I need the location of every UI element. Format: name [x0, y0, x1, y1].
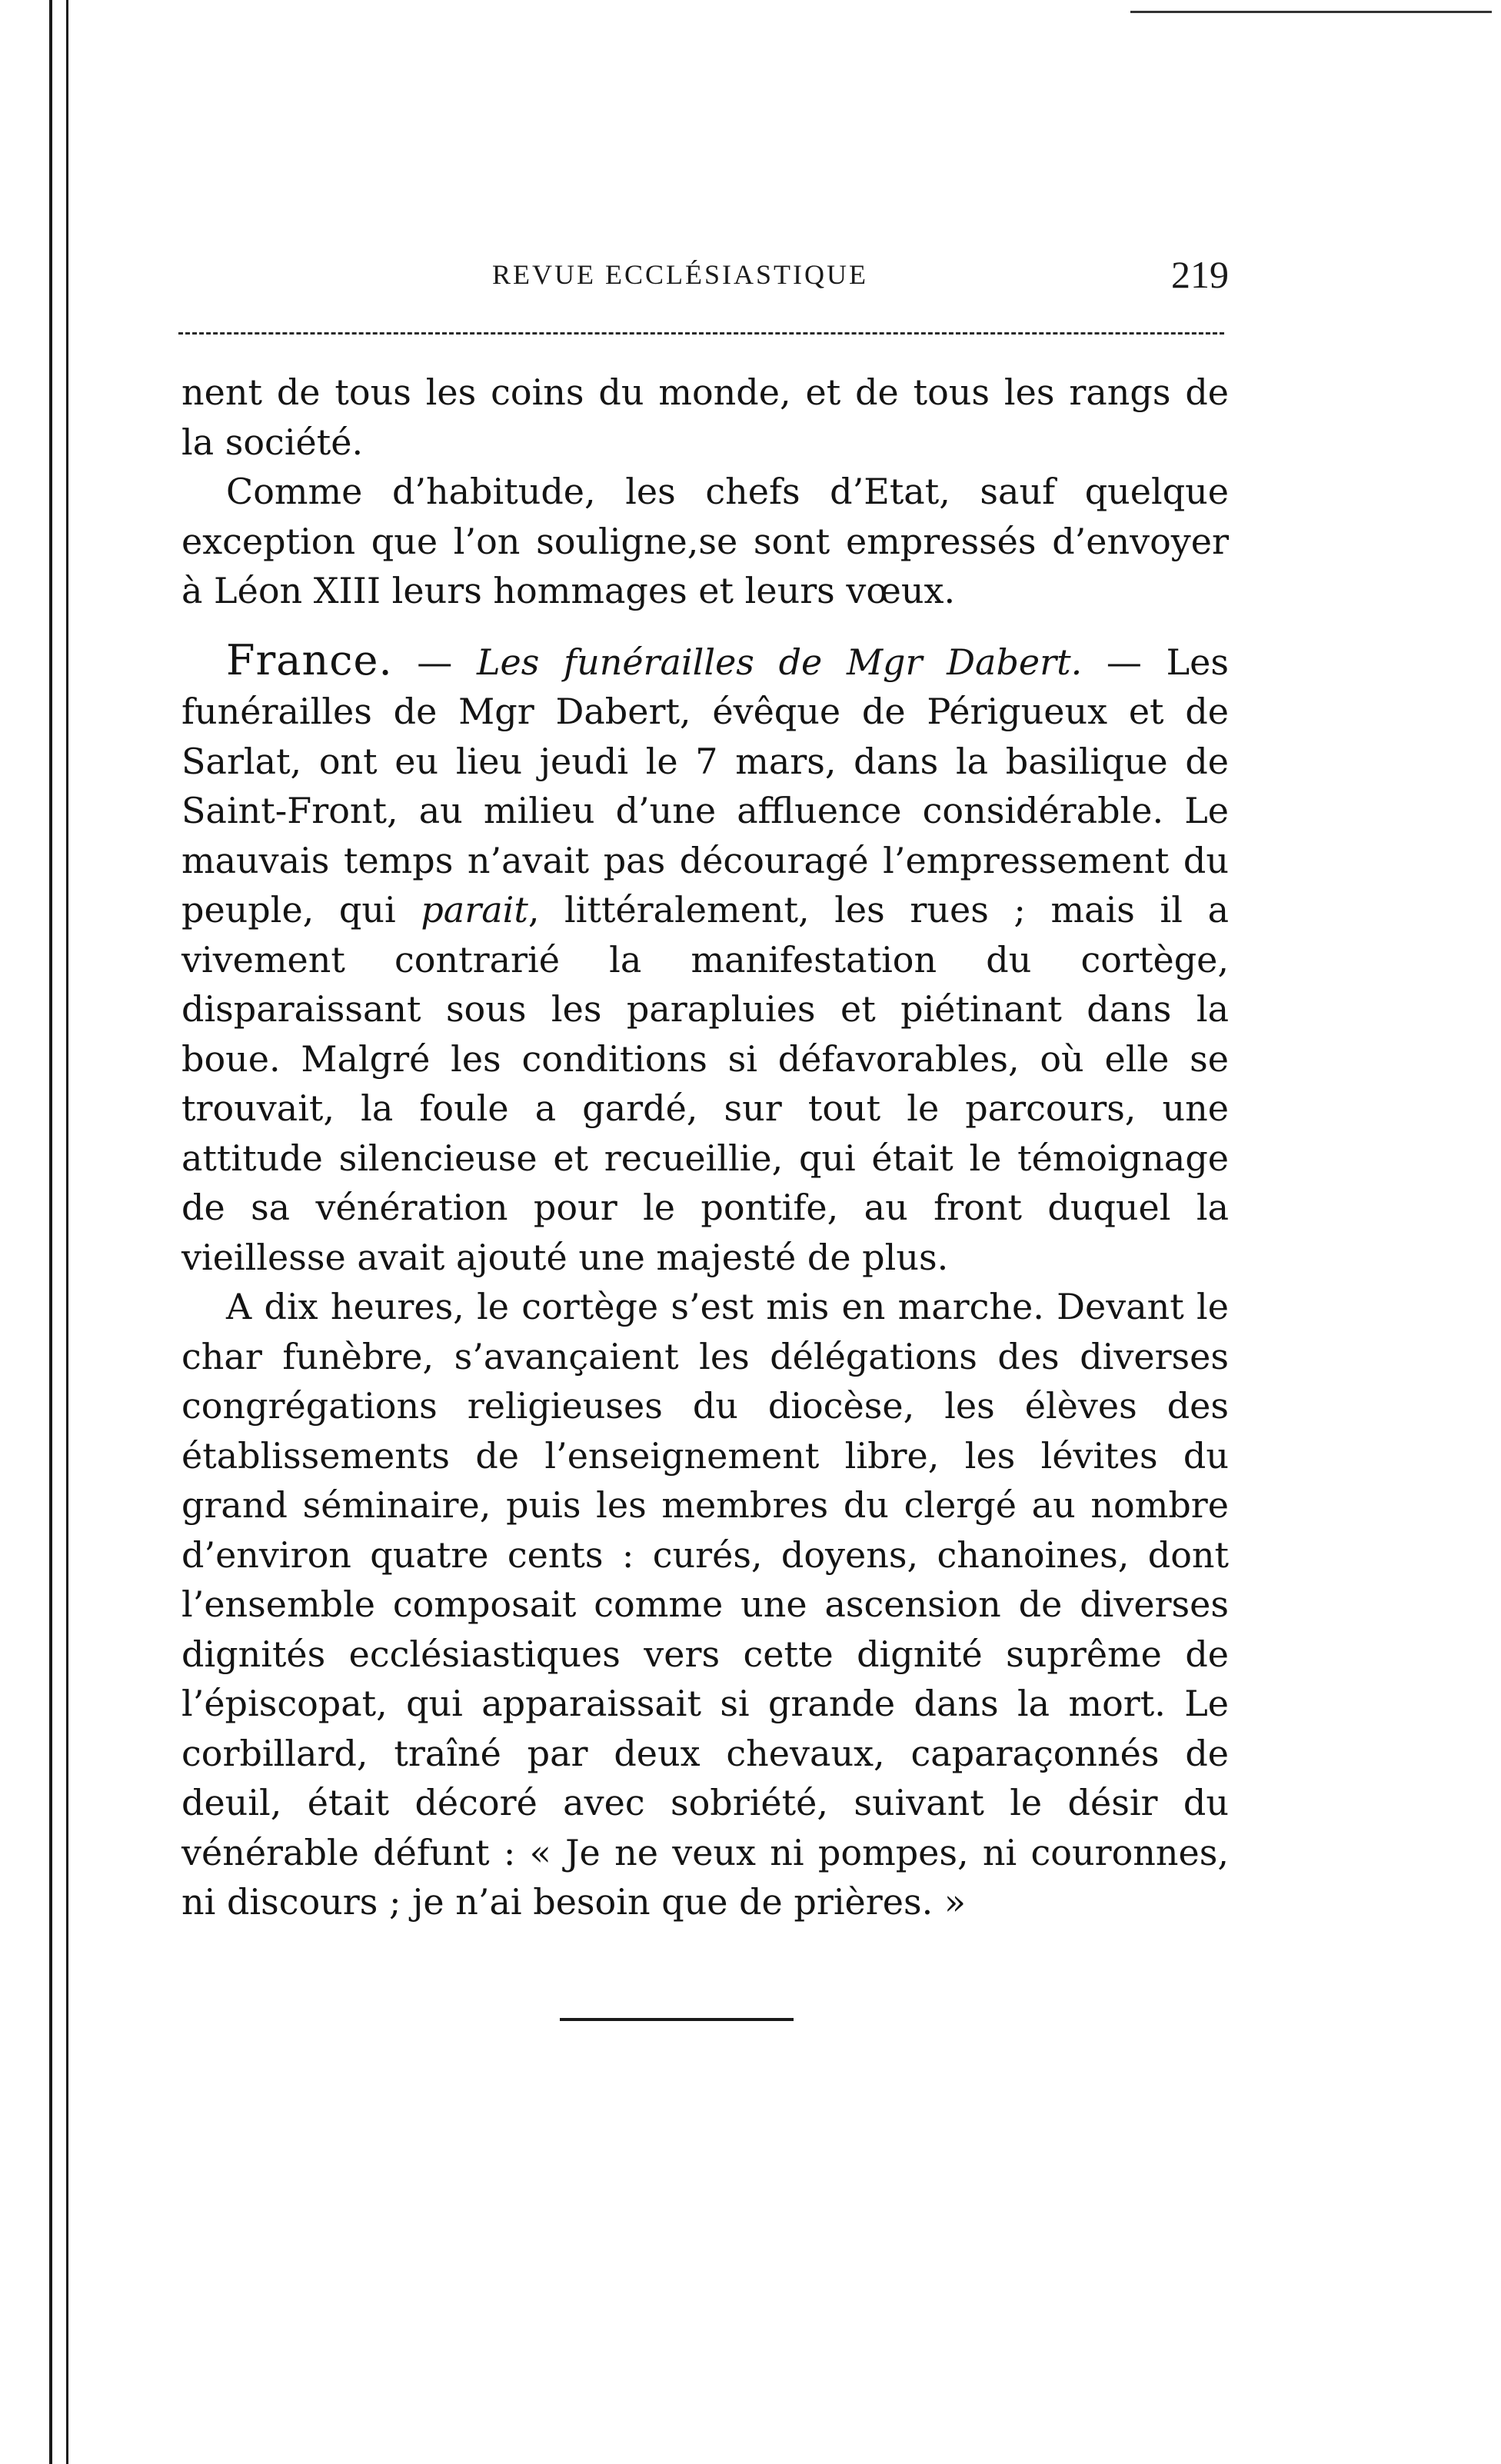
separator: — — [392, 641, 477, 683]
running-head: REVUE ECCLÉSIASTIQUE — [492, 259, 868, 290]
paragraph: nent de tous les coins du monde, et de tous les rangs de la société. — [181, 371, 1229, 463]
section-title: France. — [226, 635, 393, 684]
closing-rule — [560, 2018, 794, 2021]
section-subtitle: Les funérailles de Mgr Dabert. — [476, 641, 1083, 683]
top-scan-rule — [1130, 11, 1492, 13]
paragraph: Comme d’habitude, les chefs d’Etat, sauf quelque exception que l’on souligne,se sont empressés d’envoyer à Léon XIII leurs hommages et leurs vœux. — [181, 471, 1229, 611]
section-paragraph — [181, 636, 1229, 1283]
separator: — — [1082, 641, 1167, 683]
page-header — [183, 253, 1229, 305]
paragraph-text: Les funérailles de Mgr Dabert, évêque de Périgueux et de Sarlat, ont eu lieu jeudi le 7 mars, dans la basilique de Saint-Front, au milieu d’une affluence considérable. Le mauvais temps n’avait pas découragé l’empressement du peuple, qui — [181, 641, 1229, 931]
header-rule — [178, 332, 1224, 335]
italic-word: parait — [421, 889, 528, 931]
paragraph: A dix heures, le cortège s’est mis en marche. Devant le char funèbre, s’avançaient les délégations des diverses congrégations religieuses du diocèse, les élèves des établissements de l’enseignement libre, les lévites du grand séminaire, puis les membres du clergé au nombre d’environ quatre cents : curés, doyens, chanoines, dont l’ensemble composait comme une ascension de diverses dignités ecclésiastiques vers cette dignité suprême de l’épiscopat, qui apparaissait si grande dans la mort. Le corbillard, traîné par deux chevaux, caparaçonnés de deuil, était décoré avec sobriété, suivant le désir du vénérable défunt : « Je ne veux ni pompes, ni couronnes, ni discours ; je n’ai besoin que de prières. » — [181, 1286, 1229, 1923]
paragraph-text: , littéralement, les rues ; mais il a vivement contrarié la manifestation du cortège, disparaissant sous les parapluies et piétinant dans la boue. Malgré les conditions si défavorables, où elle se trouvait, la foule a gardé, sur tout le parcours, une attitude silencieuse et recueillie, qui était le témoignage de sa vénération pour le pontife, au front duquel la vieillesse avait ajouté une majesté de plus. — [181, 889, 1230, 1278]
page-number: 219 — [1171, 253, 1229, 296]
binding-edge-line — [49, 0, 52, 2464]
body-text — [181, 368, 1229, 1927]
binding-edge-line — [66, 0, 68, 2464]
